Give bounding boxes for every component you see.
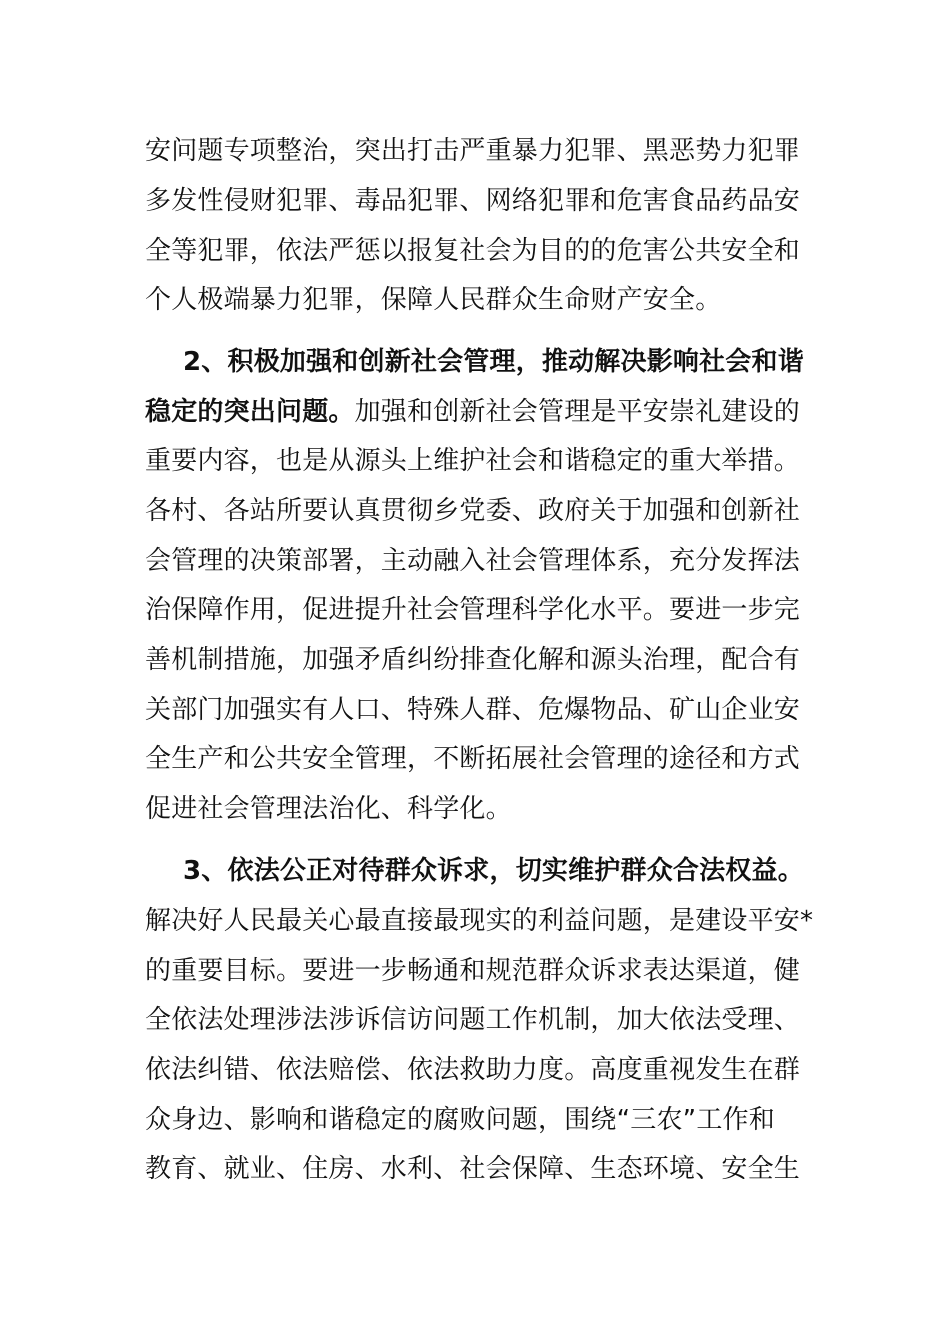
text-line: 全依法处理涉法涉诉信访问题工作机制，加大依法受理、 <box>145 1005 801 1035</box>
text-line: 会管理的决策部署，主动融入社会管理体系，充分发挥法 <box>145 546 801 576</box>
text-line: 重要内容，也是从源头上维护社会和谐稳定的重大举措。 <box>145 446 801 476</box>
section-body-text: 加强和创新社会管理是平安崇礼建设的 <box>354 397 801 427</box>
text-line: 促进社会管理法治化、科学化。 <box>145 794 512 824</box>
text-line: 善机制措施，加强矛盾纠纷排查化解和源头治理，配合有 <box>145 645 801 675</box>
section-heading-continued: 稳定的突出问题。 <box>145 397 355 427</box>
text-line: 全等犯罪，依法严惩以报复社会为目的的危害公共安全和 <box>145 236 801 266</box>
text-line: 众身边、影响和谐稳定的腐败问题，围绕“三农”工作和 <box>145 1105 775 1135</box>
text-line: 治保障作用，促进提升社会管理科学化水平。要进一步完 <box>145 595 801 625</box>
text-line: 教育、就业、住房、水利、社会保障、生态环境、安全生 <box>145 1154 801 1184</box>
text-line: 解决好人民最关心最直接最现实的利益问题，是建设平安* <box>145 906 814 936</box>
text-line: 关部门加强实有人口、特殊人群、危爆物品、矿山企业安 <box>145 695 801 725</box>
text-line: 个人极端暴力犯罪，保障人民群众生命财产安全。 <box>145 285 722 315</box>
text-line: 安问题专项整治，突出打击严重暴力犯罪、黑恶势力犯罪 <box>145 136 801 166</box>
text-line <box>145 387 800 437</box>
text-line: 多发性侵财犯罪、毒品犯罪、网络犯罪和危害食品药品安 <box>145 186 801 216</box>
text-line: 依法纠错、依法赔偿、依法救助力度。高度重视发生在群 <box>145 1055 801 1085</box>
section-heading: 3、依法公正对待群众诉求，切实维护群众合法权益。 <box>183 856 804 886</box>
text-line: 各村、各站所要认真贯彻乡党委、政府关于加强和创新社 <box>145 496 801 526</box>
section-heading: 2、积极加强和创新社会管理，推动解决影响社会和谐 <box>183 347 804 377</box>
text-line: 的重要目标。要进一步畅通和规范群众诉求表达渠道，健 <box>145 956 801 986</box>
text-line: 全生产和公共安全管理，不断拓展社会管理的途径和方式 <box>145 744 801 774</box>
